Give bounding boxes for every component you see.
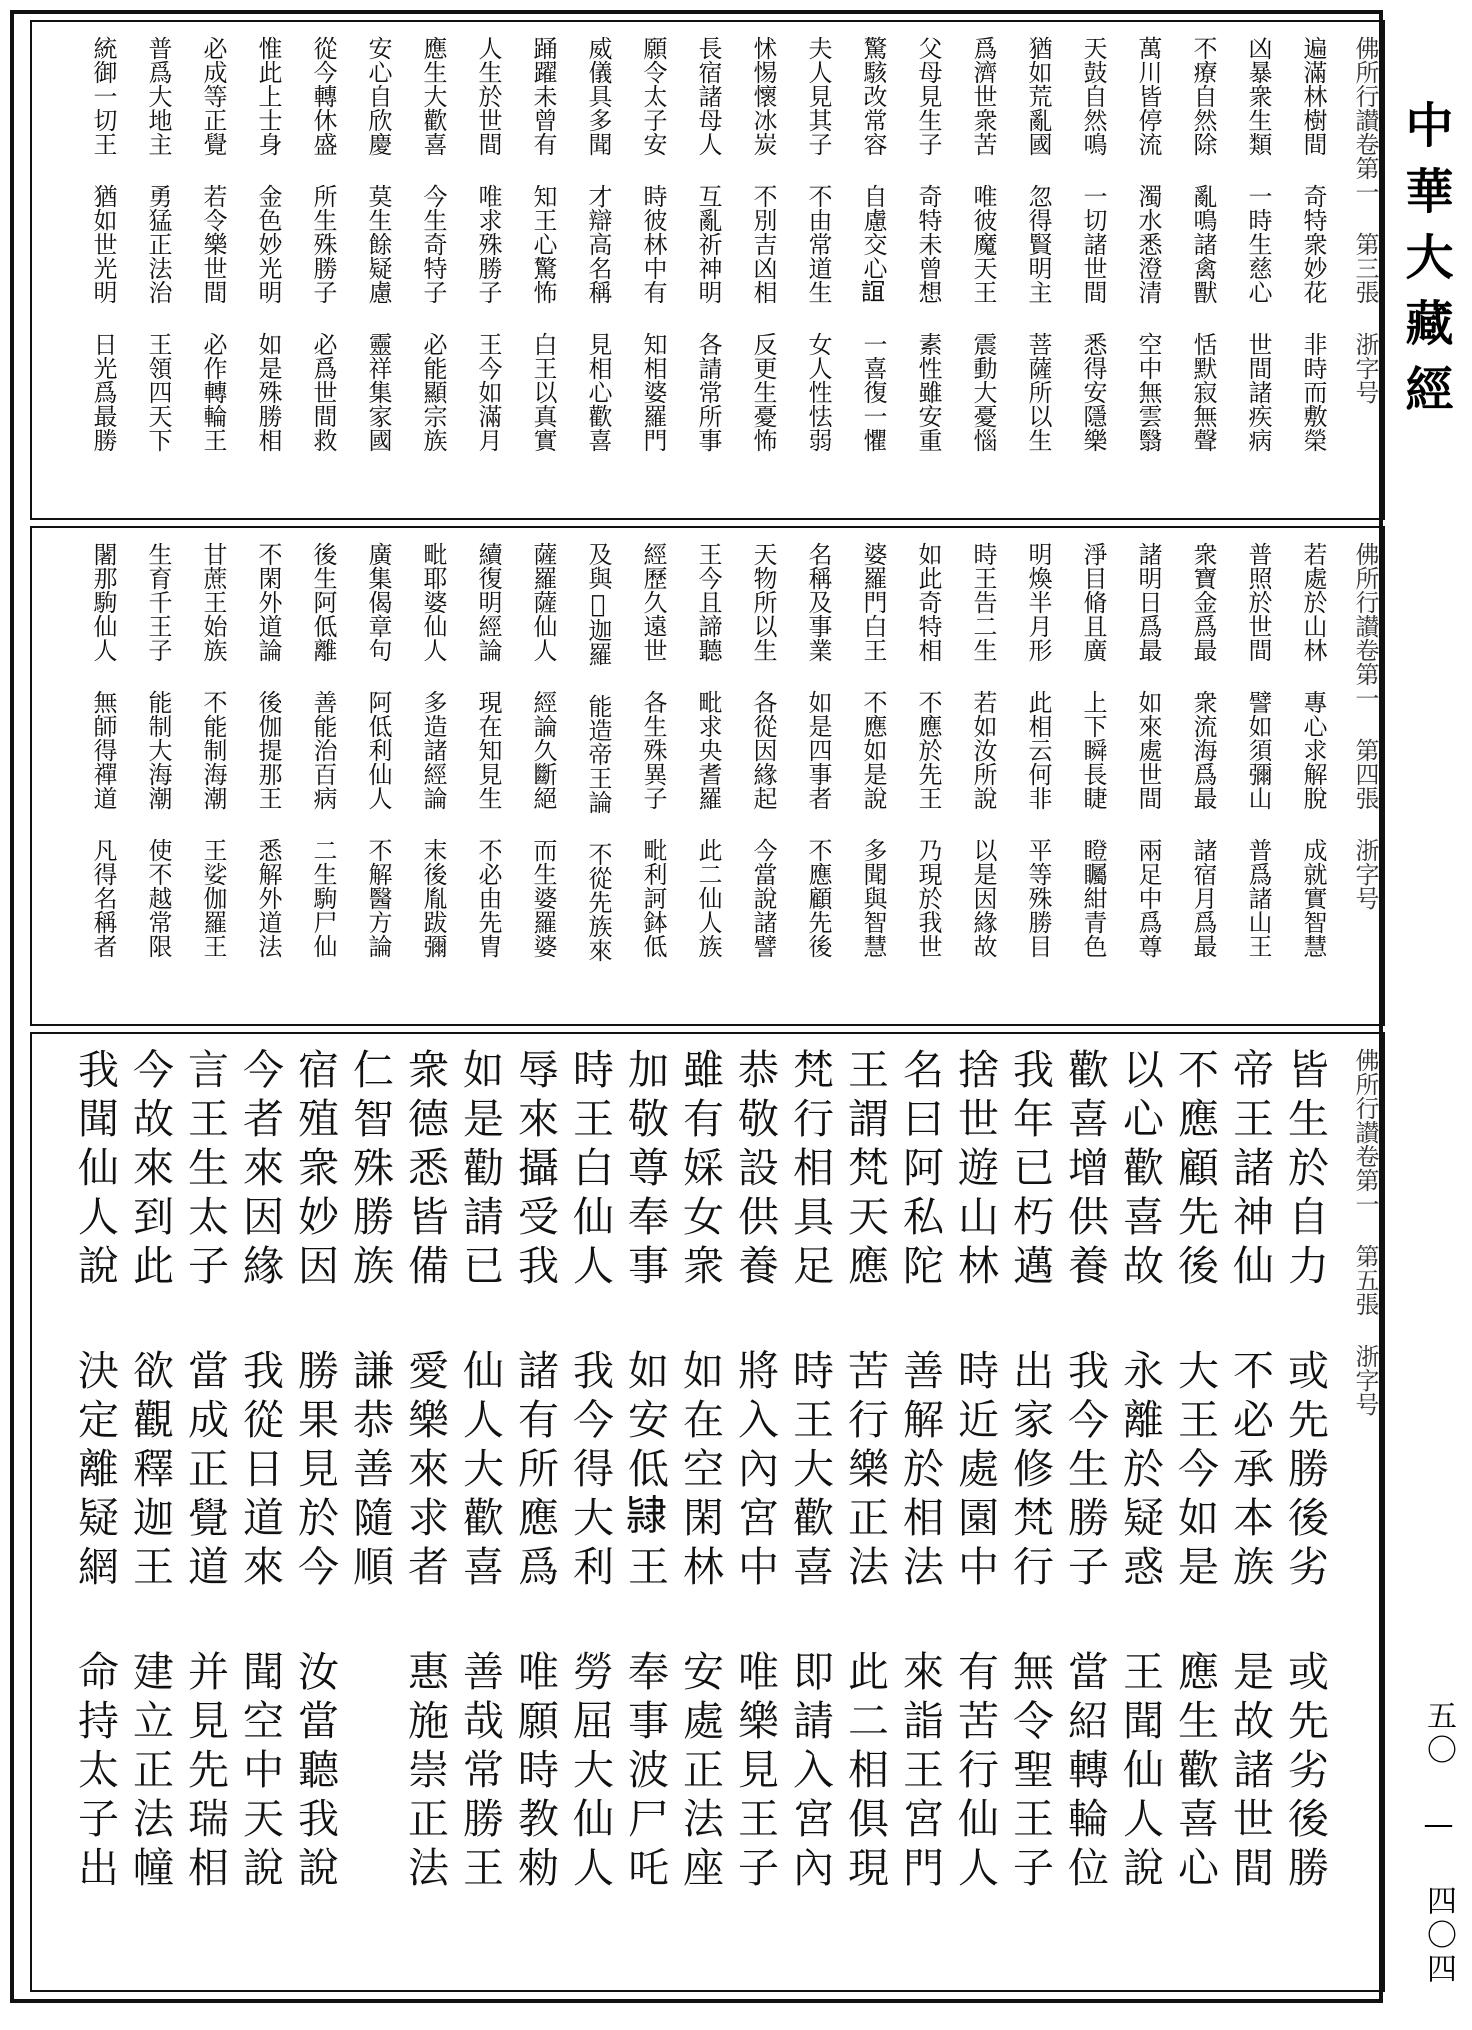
text-column: 今者來因緣 我從日道來 聞空中天說 [236,1048,284,1895]
panel-header: 佛所行讃卷第一 第三張 浙字号 [1351,36,1379,404]
text-column: 我聞仙人說 決定離疑網 命持太子出 [71,1048,119,1895]
text-column: 威儀具多聞 才辯高名稱 見相心歡喜 [584,36,612,452]
panel-header: 佛所行讃卷第一 第五張 浙字号 [1351,1048,1379,1416]
text-column: 帝王諸神仙 不必承本族 是故諸世間 [1226,1048,1274,1895]
text-column: 經歷久遠世 各生殊異子 毗利訶鉢低 [639,542,667,958]
text-column: 我年已朽邁 出家修梵行 無令聖王子 [1006,1048,1054,1895]
text-column: 統御一切王 猶如世光明 日光爲最勝 [89,36,117,452]
text-column: 以心歡喜故 永離於疑惑 王聞仙人說 [1116,1048,1164,1895]
text-column: 如是勸請已 仙人大歡喜 善哉常勝王 [456,1048,504,1895]
text-column: 雖有婇女衆 如在空閑林 安處正法座 [676,1048,724,1895]
text-column: 安心自欣慶 莫生餘疑慮 靈祥集家國 [364,36,392,452]
text-column: 明煥半月形 此相云何非 平等殊勝目 [1024,542,1052,958]
text-column: 惟此上士身 金色妙光明 如是殊勝相 [254,36,282,452]
text-column: 生育千王子 能制大海潮 使不越常限 [144,542,172,958]
text-column: 必成等正覺 若令樂世間 必作轉輪王 [199,36,227,452]
text-column: 若處於山林 專心求解脫 成就實智慧 [1299,542,1327,958]
text-column: 不閑外道論 後伽提那王 悉解外道法 [254,542,282,958]
text-column: 宿殖衆妙因 勝果見於今 汝當聽我說 [291,1048,339,1895]
text-column: 及與𫐂迦羅 能造帝王論 不從先族來 [584,542,612,962]
text-column: 王謂梵天應 苦行樂正法 此二相俱現 [841,1048,889,1895]
text-column: 爲濟世衆苦 唯彼魔天王 震動大憂惱 [969,36,997,452]
text-column: 薩羅薩仙人 經論久斷絕 而生婆羅婆 [529,542,557,958]
text-column: 闍那駒仙人 無師得禪道 凡得名稱者 [89,542,117,958]
text-column: 應生大歡喜 今生奇特子 必能顯宗族 [419,36,447,452]
text-column: 後生阿低離 善能治百病 二生駒尸仙 [309,542,337,958]
text-column: 淨目脩且廣 上下瞬長睫 瞪矚紺青色 [1079,542,1107,958]
column-group [60,36,1377,508]
text-column: 普爲大地主 勇猛正法治 王領四天下 [144,36,172,452]
text-column: 如此奇特相 不應於先王 乃現於我世 [914,542,942,958]
text-column: 名稱及事業 如是四事者 不應顧先後 [804,542,832,958]
text-column: 毗耶婆仙人 多造諸經論 末後胤跋彌 [419,542,447,958]
text-column: 天鼓自然鳴 一切諸世間 悉得安隱樂 [1079,36,1107,452]
text-column: 時王白仙人 我今得大利 勞屈大仙人 [566,1048,614,1895]
text-column: 衆寶金爲最 衆流海爲最 諸宿月爲最 [1189,542,1217,958]
page-frame [10,10,1383,2003]
text-column: 歡喜增供養 我今生勝子 當紹轉輪位 [1061,1048,1109,1895]
text-column: 名曰阿私陀 善解於相法 來詣王宮門 [896,1048,944,1895]
text-column: 驚駭改常容 自慮交心𧨏 一喜復一懼 [859,36,887,452]
text-column: 怵惕懷冰炭 不別吉凶相 反更生憂怖 [749,36,777,452]
text-panel-top [30,20,1385,520]
text-column: 捨世遊山林 時近處園中 有苦行仙人 [951,1048,999,1895]
text-column: 王今且諦聽 毗求央耆羅 此二仙人族 [694,542,722,958]
collection-title: 中華大藏經 [1397,100,1453,430]
text-column: 長宿諸母人 互亂祈神明 各請常所事 [694,36,722,452]
text-column: 不應顧先後 大王今如是 應生歡喜心 [1171,1048,1219,1895]
text-column: 願令太子安 時彼林中有 知相婆羅門 [639,36,667,452]
text-column: 猶如荒亂國 忽得賢明主 菩薩所以生 [1024,36,1052,452]
text-column: 天物所以生 各從因緣起 今當說諸譬 [749,542,777,958]
text-column: 不療自然除 亂鳴諸禽獸 恬默寂無聲 [1189,36,1217,452]
text-column: 普照於世間 譬如須彌山 普爲諸山王 [1244,542,1272,958]
text-column: 續復明經論 現在知見生 不必由先胄 [474,542,502,958]
text-column: 廣集偈章句 阿低利仙人 不解醫方論 [364,542,392,958]
text-column: 遍滿林樹間 奇特衆妙花 非時而敷榮 [1299,36,1327,452]
text-column: 今故來到此 欲觀釋迦王 建立正法幢 [126,1048,174,1895]
text-column: 辱來攝受我 諸有所應爲 唯願時教勑 [511,1048,559,1895]
text-column: 萬川皆停流 濁水悉澄清 空中無雲翳 [1134,36,1162,452]
text-column: 衆德悉皆備 愛樂來求者 惠施崇正法 [401,1048,449,1895]
text-column: 加敬尊奉事 如安低𨽻王 奉事波尸吒 [621,1048,669,1895]
text-column: 人生於世間 唯求殊勝子 王今如滿月 [474,36,502,452]
text-column: 婆羅門白王 不應如是說 多聞與智慧 [859,542,887,958]
text-column: 從今轉休盛 所生殊勝子 必爲世間救 [309,36,337,452]
text-panel-bottom [30,1032,1385,1992]
page-number: 五〇 — 四〇四 [1421,1700,1456,1987]
text-column: 仁智殊勝族 謙恭善隨順 [346,1048,394,1594]
text-column: 夫人見其子 不由常道生 女人性怯弱 [804,36,832,452]
text-column: 父母見生子 奇特未曾想 素性雖安重 [914,36,942,452]
text-column: 梵行相具足 時王大歡喜 即請入宮內 [786,1048,834,1895]
text-column: 言王生太子 當成正覺道 并見先瑞相 [181,1048,229,1895]
text-column: 踊躍未曾有 知王心驚怖 白王以真實 [529,36,557,452]
column-group [60,542,1377,1014]
text-column: 凶暴衆生類 一時生慈心 世間諸疾病 [1244,36,1272,452]
text-column: 恭敬設供養 將入內宮中 唯樂見王子 [731,1048,779,1895]
text-column: 甘蔗王始族 不能制海潮 王娑伽羅王 [199,542,227,958]
text-panel-middle [30,526,1385,1026]
text-column: 皆生於自力 或先勝後劣 或先劣後勝 [1281,1048,1329,1895]
panel-header: 佛所行讃卷第一 第四張 浙字号 [1351,542,1379,910]
text-column: 諸明日爲最 如來處世間 兩足中爲尊 [1134,542,1162,958]
text-column: 時王告二生 若如汝所說 以是因緣故 [969,542,997,958]
column-group [60,1048,1377,1980]
